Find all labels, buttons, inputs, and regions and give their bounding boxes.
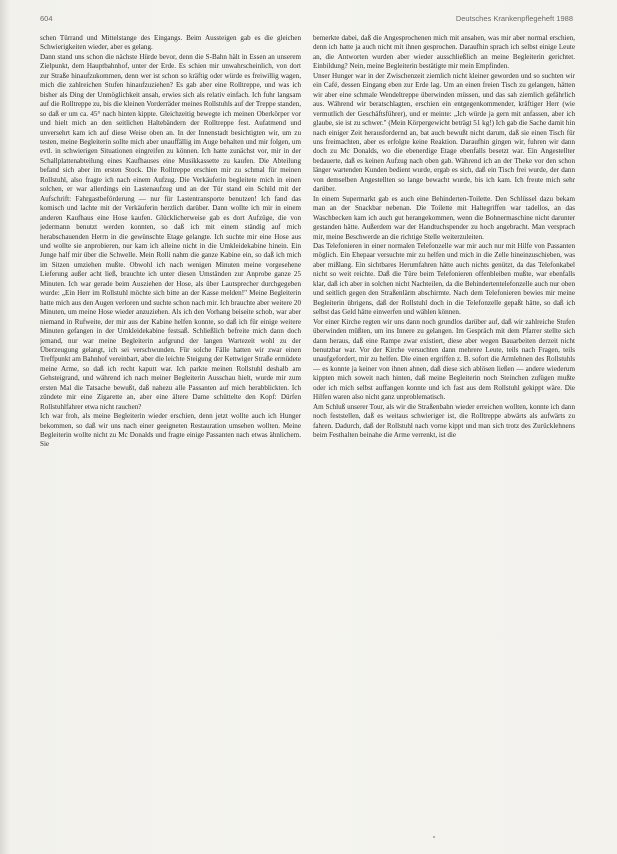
paragraph: Dann stand uns schon die nächste Hürde bevor, denn die S-Bahn hält in Essen an unserem Zielpunkt, dem Hauptbahnhof, unter der Erde. Es schien mir unwahrscheinlich, von dort zur Straße hinaufzukommen, denn wer ist schon so kräftig oder würde es freiwillig wagen, mich die zahlreichen Stufen hinaufzuziehen? Es gab aber eine Rolltreppe, und was ich bisher als Ding der Unmöglichkeit ansah, erwies sich als relativ einfach. Ich fuhr langsam auf die Rolltreppe zu, bis die kleinen Vorderräder meines Rollstuhls auf der Treppe standen, so daß er um ca. 45° nach hinten kippte. Gleichzeitig bewegte ich meinen Oberkörper vor und hielt mich an den seitlichen Haltebändern der Rolltreppe fest. Aufatmend und unversehrt kam ich auf diese Weise oben an. In der Innenstadt besichtigten wir, um zu testen, meine Begleiterin sollte mich aber unauffällig im Auge behalten und mir folgen, um evtl. in schwierigen Situationen eingreifen zu können. Ich hatte zunächst vor, mir in der Schallplattenabteilung eines Kaufhauses eine Musikkassette zu kaufen. Die Abteilung befand sich aber im ersten Stock. Die Rolltreppe erschien mir zu schmal für meinen Rollstuhl, also fragte ich nach einem Aufzug. Die Verkäuferin begleitete mich in einen solchen, er war allerdings ein Lastenaufzug und an der Tür stand ein Schild mit der Aufschrift: Fahrgastbeförderung — nur für Lastentransporte benutzen! Ich fand das komisch und lachte mit der Verkäuferin herzlich darüber. Dann wollte ich mir in einem anderen Kaufhaus eine Hose kaufen. Glücklicherweise gab es dort Aufzüge, die von jedermann benutzt werden konnten, so daß ich mit einem ständig auf mich herabschauenden Herrn in die gewünschte Etage gelangte. Ich suchte mir eine Hose aus und wollte sie anprobieren, nur kam ich alleine nicht in die Umkleidekabine hinein. Ein Junge half mir über die Schwelle. Mein Rolli nahm die ganze Kabine ein, so daß ich mich im Sitzen umziehen mußte. Obwohl ich nach wenigen Minuten meine vorgesehene Lieferung außer acht ließ, brauchte ich unter diesen Umständen zur Anprobe ganze 25 Minuten. Ich war gerade beim Ausziehen der Hose, als über Lautsprecher durchgegeben wurde: „Ein Herr im Rollstuhl möchte sich bitte an der Kasse melden!" Meine Begleiterin hatte mich aus den Augen verloren und suchte schon nach mir. Ich brauchte aber weitere 20 Minuten, um meine Hose wieder anzuziehen. Als ich den Vorhang beiseite schob, war aber niemand in Rufweite, der mir aus der Kabine helfen konnte, so daß ich für einige weitere Minuten gefangen in der Umkleidekabine festsaß. Schließlich befreite mich dann doch jemand, nur war meine Begleiterin aufgrund der langen Wartezeit wohl zu der Überzeugung gelangt, ich sei verschwunden. Für solche Fälle hatten wir zwar einen Treffpunkt am Bahnhof vereinbart, aber die leichte Steigung der Kettwiger Straße ermüdete meine Arme, so daß ich recht kaputt war. Ich parkte meinen Rollstuhl deshalb am Gehsteigrand, und während ich nach meiner Begleiterin Ausschau hielt, wurde mir zum ersten Mal die Tatsache bewußt, daß nahezu alle Passanten auf mich herabblickten. Ich zündete mir eine Zigarette an, aber eine ältere Dame schüttelte den Kopf: Dürfen Rollstuhlfahrer etwa nicht rauchen? <box>40 52 301 411</box>
left-column <box>40 34 301 834</box>
page-number: 604 <box>40 14 53 23</box>
page-mark <box>433 836 435 838</box>
paragraph: schen Türrand und Mittelstange des Eingangs. Beim Aussteigen gab es die gleichen Schwierigkeiten wieder, aber es gelang. <box>40 34 301 52</box>
running-header <box>40 14 573 26</box>
paragraph: Am Schluß unserer Tour, als wir die Straßenbahn wieder erreichen wollten, konnte ich dann noch feststellen, daß es weitaus schwieriger ist, die Rolltreppe abwärts als aufwärts zu fahren. Dadurch, daß der Rollstuhl nach vorne kippt und man sich trotz des Zurücklehnens beim Festhalten beinahe die Arme verrenkt, ist die <box>313 402 575 440</box>
journal-title: Deutsches Krankenpflegeheft 1988 <box>455 14 573 23</box>
paragraph: Unser Hunger war in der Zwischenzeit ziemlich nicht kleiner geworden und so suchten wir ein Café, dessen Eingang eben zur Erde lag. Um an einen freien Tisch zu gelangen, hätten wir aber eine schmale Wendeltreppe überwinden müssen, und das sah ziemlich gefährlich aus. Während wir beratschlagten, erschien ein entgegenkommender, kräftiger Herr (wie vermutlich der Geschäftsführer), und er meinte: „Ich würde ja gern mit anfassen, aber ich glaube, sie ist zu schwer." (Mein Körpergewicht beträgt 51 kg!) Ich gab die Sache damit hin nach einiger Zeit herausfordernd an, bat auch bewußt nicht darum, daß sie einen Tisch für uns freimachten, aber es erfolgte keine Reaktion. Daraufhin gingen wir, fuhren wir dann doch zu Mc Donalds, wo die ebenerdige Etage ebenfalls besetzt war. Ein Angestellter bedauerte, daß es keinen Aufzug nach oben gab. Während ich an der Theke vor den schon länger wartenden Kunden bedient wurde, ergab es sich, daß ein Tisch frei wurde, der dann von demselben Angestellten so lange bewacht wurde, bis ich kam. Ich freute mich sehr darüber. <box>313 71 575 194</box>
page-edge-shadow <box>0 0 10 854</box>
paragraph: Vor einer Kirche regten wir uns dann noch grundlos darüber auf, daß wir zahlreiche Stufen überwinden müßten, um ins Innere zu gelangen. Im Gespräch mit dem Pfarrer stellte sich dann heraus, daß eine Rampe zwar existiert, diese aber wegen Bauarbeiten derzeit nicht benutzbar war. Vor der Kirche versuchten dann mehrere Leute, teils nach Fragen, teils unaufgefordert, mir zu helfen. Die einen ergriffen z. B. sofort die Armlehnen des Rollstuhls — es konnte ja keiner von ihnen ahnen, daß diese sich ablösen ließen — andere wiederum kippten mich soweit nach hinten, daß meine Begleiterin noch Steinchen zufügen mußte oder ich mich selbst auffangen konnte und ich fast aus dem Rollstuhl gekippt wäre. Die Hilfen waren also nicht ganz unproblematisch. <box>313 317 575 402</box>
right-column <box>313 34 575 834</box>
paragraph: Das Telefonieren in einer normalen Telefonzelle war mir auch nur mit Hilfe von Passanten möglich. Ein Ehepaar versuchte mir zu helfen und mich in die Zelle hineinzuschieben, was aber mißlang. Ein sichtbares Herumfahren hätte auch nichts genützt, da das Telefonkabel nicht so weit reichte. Daß die Türe beim Telefonieren offenbleiben mußte, war ebenfalls klar, daß ich aber in solchen nicht Nachteilen, da die Behindertentelefonzelle auch nur oben und seitlich gegen den Straßenlärm abschirmte. Nach dem Telefonieren bewies mir meine Begleiterin übrigens, daß der Rollstuhl doch in die Telefonzelle gepaßt hätte, so daß ich selbst das Geld hätte einwerfen und wählen können. <box>313 241 575 317</box>
paragraph: bemerkte dabei, daß die Angesprochenen mich mit ansahen, was mir aber normal erschien, denn ich hatte ja auch nicht mit ihnen gesprochen. Daraufhin sprach ich selbst einige Leute an, die Antworten wurden aber wieder ausschließlich an meine Begleiterin gerichtet. Einbildung? Nein, meine Begleiterin bestätigte mir mein Empfinden. <box>313 34 575 71</box>
paragraph: Ich war froh, als meine Begleiterin wieder erschien, denn jetzt wollte auch ich Hunger bekommen, so daß wir uns nach einer geeigneten Restauration umsehen wollten. Meine Begleiterin wollte nicht zu Mc Donalds und fragte einige Passanten nach etwas ähnlichem. Sie <box>40 412 301 449</box>
paragraph: In einem Supermarkt gab es auch eine Behinderten-Toilette. Den Schlüssel dazu bekam man an der Snackbar nebenan. Die Toilette mit Haltegriffen war tadellos, an das Waschbecken kam ich auch gut herangekommen, wenn die Bohnermaschine nicht darunter gestanden hätte. Außerdem war der Handtuchspender zu hoch angebracht. Man versprach mir, meine Beschwerde an die richtige Stelle weiterzuleiten. <box>313 194 575 241</box>
